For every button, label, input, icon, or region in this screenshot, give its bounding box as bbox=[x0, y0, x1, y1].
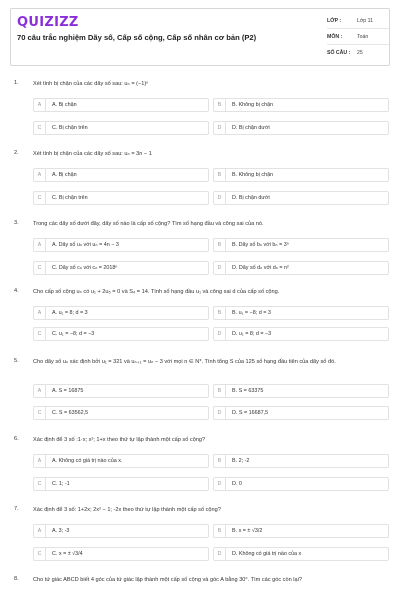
option-d[interactable] bbox=[213, 406, 389, 420]
option-letter: B bbox=[214, 525, 226, 537]
option-letter: C bbox=[34, 548, 46, 560]
meta-row-class bbox=[327, 13, 389, 29]
option-a[interactable] bbox=[33, 238, 209, 252]
meta-value: 25 bbox=[357, 50, 363, 56]
question-number: 6. bbox=[14, 436, 19, 442]
option-text: A. Bị chặn bbox=[52, 102, 77, 108]
option-d[interactable] bbox=[213, 547, 389, 561]
question-number: 4. bbox=[14, 288, 19, 294]
option-a[interactable] bbox=[33, 384, 209, 398]
option-b[interactable] bbox=[213, 168, 389, 182]
option-a[interactable] bbox=[33, 524, 209, 538]
option-letter: A bbox=[34, 385, 46, 397]
option-letter: A bbox=[34, 99, 46, 111]
option-c[interactable] bbox=[33, 261, 209, 275]
option-letter: C bbox=[34, 192, 46, 204]
question-number: 2. bbox=[14, 150, 19, 156]
worksheet-meta bbox=[327, 13, 389, 61]
option-b[interactable] bbox=[213, 454, 389, 468]
option-b[interactable] bbox=[213, 384, 389, 398]
question-text: Cho tứ giác ABCD biết 4 góc của tứ giác lập thành một cấp số cộng và góc A bằng 30°. Tìm các góc còn lại? bbox=[33, 577, 302, 583]
option-c[interactable] bbox=[33, 477, 209, 491]
quizizz-logo: QUIZIZZ bbox=[17, 15, 79, 30]
option-text: A. Dãy số uₙ với uₙ = 4n − 3 bbox=[52, 242, 119, 248]
option-text: B. u₁ = −8; d = 3 bbox=[232, 310, 271, 316]
option-text: D. Dãy số dₙ với dₙ = n² bbox=[232, 265, 289, 271]
option-letter: C bbox=[34, 122, 46, 134]
option-text: B. S = 63375 bbox=[232, 388, 264, 394]
option-letter: C bbox=[34, 478, 46, 490]
option-text: B. x = ± √3/2 bbox=[232, 528, 263, 534]
option-letter: A bbox=[34, 455, 46, 467]
option-c[interactable] bbox=[33, 191, 209, 205]
option-c[interactable] bbox=[33, 121, 209, 135]
question-number: 7. bbox=[14, 506, 19, 512]
meta-row-subject bbox=[327, 29, 389, 45]
option-text: A. Không có giá trị nào của x. bbox=[52, 458, 123, 464]
option-letter: A bbox=[34, 307, 46, 319]
option-b[interactable] bbox=[213, 306, 389, 320]
option-text: B. Không bị chặn bbox=[232, 102, 274, 108]
option-letter: A bbox=[34, 239, 46, 251]
question-text: Xét tính bị chặn của các dãy số sau: uₙ = (−1)ⁿ bbox=[33, 81, 149, 87]
question-text: Xác định để 3 số: 1+2x; 2x² − 1; -2x theo thứ tự lập thành một cấp số cộng? bbox=[33, 507, 221, 513]
worksheet-header bbox=[10, 8, 390, 66]
option-d[interactable] bbox=[213, 327, 389, 341]
question-number: 3. bbox=[14, 220, 19, 226]
option-text: C. Bị chặn trên bbox=[52, 195, 88, 201]
option-d[interactable] bbox=[213, 121, 389, 135]
option-text: D. Bị chặn dưới bbox=[232, 125, 270, 131]
question-text: Xét tính bị chặn của các dãy số sau: uₙ = 3n − 1 bbox=[33, 151, 152, 157]
meta-row-count bbox=[327, 45, 389, 61]
option-text: D. 0 bbox=[232, 481, 242, 487]
meta-label: SỐ CÂU : bbox=[327, 50, 351, 56]
question-text: Trong các dãy số dưới đây, dãy số nào là cấp số cộng? Tìm số hạng đầu và công sai của nó. bbox=[33, 221, 264, 227]
meta-label: LỚP : bbox=[327, 17, 342, 24]
question-text: Cho dãy số uₙ xác định bởi u₁ = 321 và uₙ₊₁ = uₙ − 3 với mọi n ∈ N*. Tính tổng S của 125 số hạng đầu tiên của dãy số đó. bbox=[33, 359, 336, 365]
option-text: D. u₁ = 8; d = −3 bbox=[232, 331, 272, 337]
question-number: 5. bbox=[14, 358, 19, 364]
option-text: C. 1; -1 bbox=[52, 481, 70, 487]
option-letter: A bbox=[34, 169, 46, 181]
option-b[interactable] bbox=[213, 238, 389, 252]
option-letter: D bbox=[214, 407, 226, 419]
option-a[interactable] bbox=[33, 98, 209, 112]
option-text: A. 3; -3 bbox=[52, 528, 70, 534]
option-letter: C bbox=[34, 407, 46, 419]
question-text: Cho cấp số cộng uₙ có u₁ + 2u₅ = 0 và S₄ = 14. Tính số hạng đầu u₁ và công sai d của cấp số cộng. bbox=[33, 289, 280, 295]
option-text: D. S = 16687,5 bbox=[232, 410, 269, 416]
option-text: A. u₁ = 8; d = 3 bbox=[52, 310, 88, 316]
question-number: 8. bbox=[14, 576, 19, 582]
option-text: C. Dãy số cₙ với cₙ = 2018ⁿ bbox=[52, 265, 118, 271]
question-text: Xác định để 3 số :1·x; x²; 1+x theo thứ tự lập thành một cấp số cộng? bbox=[33, 437, 206, 443]
option-text: C. Bị chặn trên bbox=[52, 125, 88, 131]
option-letter: B bbox=[214, 385, 226, 397]
option-letter: B bbox=[214, 307, 226, 319]
option-a[interactable] bbox=[33, 454, 209, 468]
option-letter: C bbox=[34, 328, 46, 340]
option-letter: D bbox=[214, 192, 226, 204]
option-text: A. Bị chặn bbox=[52, 172, 77, 178]
option-b[interactable] bbox=[213, 98, 389, 112]
option-text: D. Không có giá trị nào của x bbox=[232, 551, 302, 557]
option-text: C. S = 63562,5 bbox=[52, 410, 89, 416]
option-letter: D bbox=[214, 328, 226, 340]
option-d[interactable] bbox=[213, 477, 389, 491]
option-text: C. u₁ = −8; d = −3 bbox=[52, 331, 95, 337]
meta-label: MÔN : bbox=[327, 33, 343, 40]
option-c[interactable] bbox=[33, 547, 209, 561]
option-text: B. 2; -2 bbox=[232, 458, 250, 464]
option-letter: C bbox=[34, 262, 46, 274]
meta-value: Lớp 11 bbox=[357, 17, 373, 24]
option-text: B. Không bị chặn bbox=[232, 172, 274, 178]
option-a[interactable] bbox=[33, 306, 209, 320]
meta-value: Toán bbox=[357, 33, 369, 40]
option-letter: A bbox=[34, 525, 46, 537]
option-a[interactable] bbox=[33, 168, 209, 182]
option-d[interactable] bbox=[213, 261, 389, 275]
option-letter: D bbox=[214, 262, 226, 274]
option-text: C. x = ± √3/4 bbox=[52, 551, 83, 557]
option-letter: B bbox=[214, 239, 226, 251]
option-letter: D bbox=[214, 122, 226, 134]
option-letter: D bbox=[214, 478, 226, 490]
option-c[interactable] bbox=[33, 406, 209, 420]
question-number: 1. bbox=[14, 80, 19, 86]
option-letter: B bbox=[214, 455, 226, 467]
option-text: B. Dãy số bₙ với bₙ = 3ⁿ bbox=[232, 242, 289, 248]
option-letter: B bbox=[214, 169, 226, 181]
option-b[interactable] bbox=[213, 524, 389, 538]
option-text: A. S = 16875 bbox=[52, 388, 84, 394]
option-text: D. Bị chặn dưới bbox=[232, 195, 270, 201]
option-letter: B bbox=[214, 99, 226, 111]
worksheet-title: 70 câu trắc nghiệm Dãy số, Cấp số cộng, Cấp số nhân cơ bản (P2) bbox=[17, 33, 257, 42]
option-c[interactable] bbox=[33, 327, 209, 341]
option-letter: D bbox=[214, 548, 226, 560]
option-d[interactable] bbox=[213, 191, 389, 205]
